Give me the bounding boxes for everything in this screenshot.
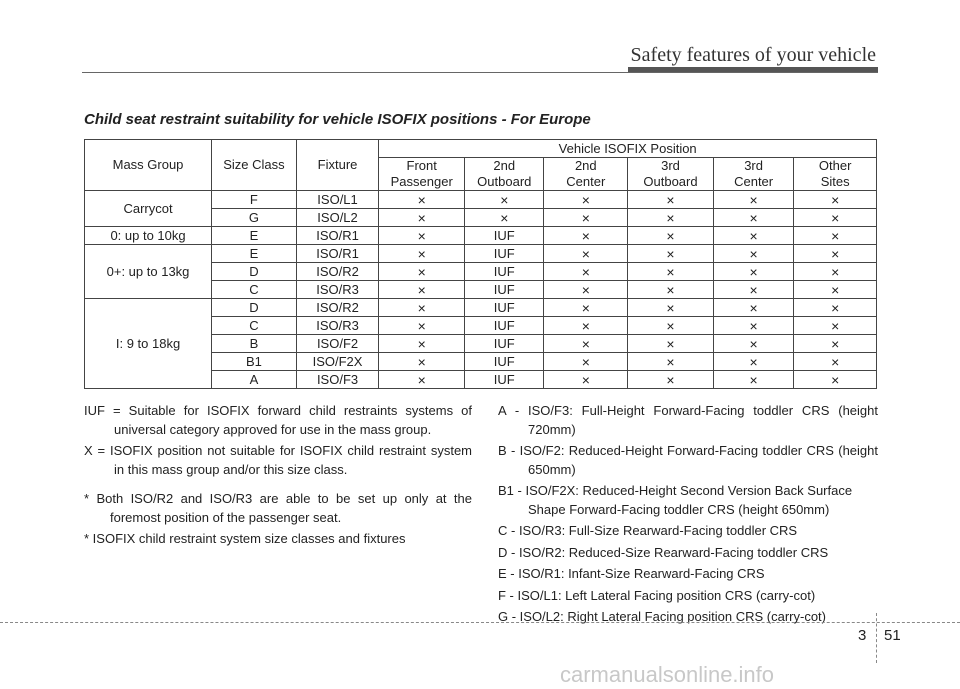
header-position-line2: Center [566, 174, 606, 189]
suitability-cell: × [379, 281, 465, 299]
suitability-cell: × [713, 191, 793, 209]
legend-g: G - ISO/L2: Right Lateral Facing position CRS (carry-cot) [498, 609, 827, 624]
header-position [628, 158, 714, 191]
suitability-cell: × [628, 299, 714, 317]
suitability-cell: × [544, 263, 628, 281]
mass-group-cell: I: 9 to 18kg [85, 299, 212, 389]
suitability-cell: × [794, 281, 877, 299]
suitability-cell: IUF [465, 245, 544, 263]
header-position [713, 158, 793, 191]
suitability-cell: IUF [465, 353, 544, 371]
watermark: carmanualsonline.info [560, 662, 775, 687]
fixture-cell: ISO/F3 [296, 371, 379, 389]
header-position [465, 158, 544, 191]
header-vehicle-isofix-position: Vehicle ISOFIX Position [379, 140, 877, 158]
footer-rule [0, 622, 960, 623]
suitability-cell: × [713, 299, 793, 317]
suitability-cell: × [544, 353, 628, 371]
suitability-cell: × [713, 227, 793, 245]
suitability-cell: × [379, 353, 465, 371]
suitability-cell: × [379, 245, 465, 263]
size-class-cell: A [212, 371, 297, 389]
legend-a: A - ISO/F3: Full-Height Forward-Facing toddler CRS (height 720mm) [498, 403, 878, 437]
suitability-cell: × [544, 191, 628, 209]
suitability-cell: × [379, 299, 465, 317]
header-position-line2: Sites [820, 174, 850, 189]
legend-f: F - ISO/L1: Left Lateral Facing position CRS (carry-cot) [498, 587, 816, 603]
header-position [379, 158, 465, 191]
mass-group-cell: Carrycot [85, 191, 212, 227]
size-class-cell: C [212, 317, 297, 335]
suitability-cell: × [713, 317, 793, 335]
header-position-line1: Other [818, 158, 852, 173]
note-r2-r3: * Both ISO/R2 and ISO/R3 are able to be set up only at the foremost position of the passenger seat. [84, 491, 472, 525]
suitability-cell: × [713, 371, 793, 389]
suitability-cell: × [794, 191, 877, 209]
table-row [85, 245, 877, 263]
suitability-cell: × [628, 317, 714, 335]
suitability-cell: × [794, 227, 877, 245]
suitability-cell: × [713, 209, 793, 227]
suitability-cell: × [379, 317, 465, 335]
header-fixture: Fixture [296, 140, 379, 191]
legend-b1: B1 - ISO/F2X: Reduced-Height Second Version Back Surface Shape Forward-Facing toddler CRS (height 650mm) [498, 483, 853, 517]
suitability-cell: × [379, 227, 465, 245]
header-position [794, 158, 877, 191]
note-size-classes: * ISOFIX child restraint system size classes and fixtures [84, 531, 406, 546]
size-class-cell: E [212, 245, 297, 263]
page-number: 51 [884, 627, 901, 644]
suitability-cell: IUF [465, 299, 544, 317]
suitability-cell: × [628, 371, 714, 389]
suitability-cell: × [794, 353, 877, 371]
suitability-cell: × [713, 263, 793, 281]
size-class-cell: B [212, 335, 297, 353]
fixture-cell: ISO/R3 [296, 317, 379, 335]
suitability-cell: × [794, 317, 877, 335]
header-position-line1: 3rd [661, 158, 680, 173]
suitability-cell: × [379, 335, 465, 353]
chapter-number: 3 [858, 627, 867, 644]
mass-group-cell: 0+: up to 13kg [85, 245, 212, 299]
suitability-cell: × [628, 245, 714, 263]
header-position-line2: Outboard [477, 174, 532, 189]
suitability-cell: × [379, 209, 465, 227]
fixture-cell: ISO/R2 [296, 299, 379, 317]
suitability-cell: IUF [465, 335, 544, 353]
suitability-cell: × [713, 335, 793, 353]
suitability-cell: × [379, 263, 465, 281]
suitability-cell: × [628, 263, 714, 281]
suitability-cell: × [794, 299, 877, 317]
suitability-cell: × [465, 191, 544, 209]
suitability-cell: × [713, 281, 793, 299]
size-class-cell: B1 [212, 353, 297, 371]
fixture-cell: ISO/L1 [296, 191, 379, 209]
header-position-line2: Passenger [390, 174, 453, 189]
suitability-cell: × [544, 209, 628, 227]
fixture-cell: ISO/L2 [296, 209, 379, 227]
section-title: Child seat restraint suitability for vehicle ISOFIX positions - For Europe [84, 111, 591, 128]
notes-right-column [498, 402, 878, 630]
header-position [544, 158, 628, 191]
suitability-cell: × [794, 371, 877, 389]
header-size-class: Size Class [212, 140, 297, 191]
suitability-cell: × [628, 227, 714, 245]
notes-left-column [84, 402, 472, 552]
suitability-cell: × [544, 317, 628, 335]
legend-d: D - ISO/R2: Reduced-Size Rearward-Facing toddler CRS [498, 544, 829, 560]
legend-b: B - ISO/F2: Reduced-Height Forward-Facing toddler CRS (height 650mm) [498, 443, 878, 477]
suitability-cell: IUF [465, 227, 544, 245]
note-x: X = ISOFIX position not suitable for ISOFIX child restraint system in this mass group and/or this size class. [84, 443, 472, 477]
header-position-line2: Outboard [643, 174, 698, 189]
fixture-cell: ISO/F2 [296, 335, 379, 353]
suitability-cell: IUF [465, 371, 544, 389]
suitability-cell: IUF [465, 281, 544, 299]
suitability-cell: × [628, 209, 714, 227]
size-class-cell: C [212, 281, 297, 299]
legend-c: C - ISO/R3: Full-Size Rearward-Facing toddler CRS [498, 523, 798, 538]
isofix-suitability-table [84, 139, 877, 389]
note-iuf: IUF = Suitable for ISOFIX forward child restraints systems of universal category approved for use in the mass group. [84, 403, 472, 437]
table-row [85, 191, 877, 209]
suitability-cell: IUF [465, 263, 544, 281]
header-mass-group: Mass Group [85, 140, 212, 191]
header-position-line1: Front [406, 158, 437, 173]
header-position-line2: Center [734, 174, 774, 189]
suitability-cell: × [628, 281, 714, 299]
fixture-cell: ISO/R3 [296, 281, 379, 299]
suitability-cell: × [544, 281, 628, 299]
header-position-line1: 2nd [493, 158, 516, 173]
suitability-cell: × [544, 227, 628, 245]
table-header-row [85, 140, 877, 158]
table-row [85, 227, 877, 245]
suitability-cell: × [628, 191, 714, 209]
suitability-cell: × [379, 371, 465, 389]
suitability-cell: × [544, 371, 628, 389]
fixture-cell: ISO/R1 [296, 227, 379, 245]
suitability-cell: × [713, 353, 793, 371]
suitability-cell: × [544, 299, 628, 317]
suitability-cell: × [794, 245, 877, 263]
size-class-cell: D [212, 263, 297, 281]
header-rule [82, 72, 878, 73]
suitability-cell: × [465, 209, 544, 227]
fixture-cell: ISO/R2 [296, 263, 379, 281]
fixture-cell: ISO/R1 [296, 245, 379, 263]
size-class-cell: G [212, 209, 297, 227]
suitability-cell: × [794, 209, 877, 227]
suitability-cell: × [544, 245, 628, 263]
table-row [85, 299, 877, 317]
size-class-cell: D [212, 299, 297, 317]
suitability-cell: × [379, 191, 465, 209]
suitability-cell: × [544, 335, 628, 353]
size-class-cell: E [212, 227, 297, 245]
header-position-line1: 3rd [744, 158, 763, 173]
header-position-line1: 2nd [574, 158, 597, 173]
size-class-cell: F [212, 191, 297, 209]
mass-group-cell: 0: up to 10kg [85, 227, 212, 245]
suitability-cell: IUF [465, 317, 544, 335]
suitability-cell: × [794, 335, 877, 353]
suitability-cell: × [794, 263, 877, 281]
suitability-cell: × [628, 335, 714, 353]
fixture-cell: ISO/F2X [296, 353, 379, 371]
suitability-cell: × [713, 245, 793, 263]
suitability-cell: × [628, 353, 714, 371]
legend-e: E - ISO/R1: Infant-Size Rearward-Facing CRS [498, 566, 765, 581]
footer-divider [876, 613, 877, 663]
page-header-title: Safety features of your vehicle [630, 44, 876, 66]
